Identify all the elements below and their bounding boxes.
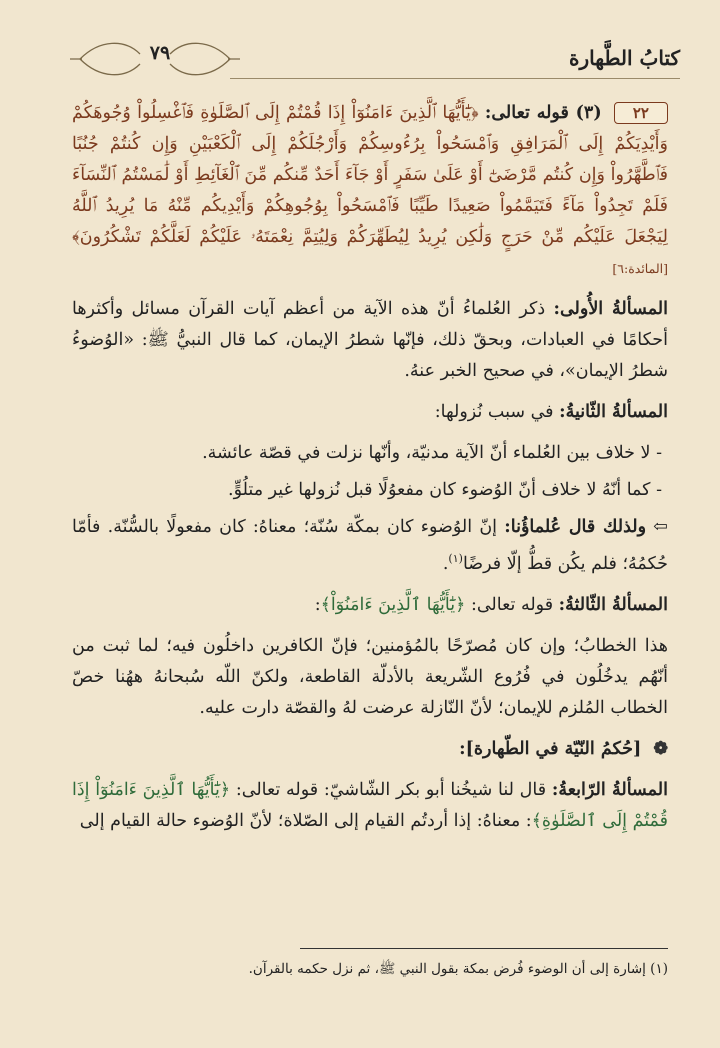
masala3-end: : xyxy=(314,594,321,615)
masala1-paragraph xyxy=(72,294,668,387)
header-rule xyxy=(230,78,680,79)
masala3-text: قوله تعالى: xyxy=(470,594,554,615)
verse-intro: (٣) قوله تعالى: xyxy=(484,103,602,123)
masala3-label: المسألةُ الثّالثةُ: xyxy=(558,594,668,615)
ulama-end: . xyxy=(442,553,449,574)
book-title: كتابُ الطَّهارة xyxy=(569,46,680,70)
verse-paragraph xyxy=(72,98,668,284)
masala1-text2: ، في صحيح الخبر عنهُ. xyxy=(404,361,566,381)
footnote: (١) إشارة إلى أن الوضوء فُرض بمكة بقول النبي ﷺ، ثم نزل حكمه بالقرآن. xyxy=(248,961,668,977)
masala4-text2: : معناهُ: إذا أردتُم القيام إلى الصّلاة؛ لأنّ الوُضوء حالة القيام إلى xyxy=(79,810,532,831)
page-body xyxy=(72,98,668,847)
section-heading xyxy=(72,734,668,765)
verse-text: ﴿يَٰٓأَيُّهَا ٱلَّذِينَ ءَامَنُوٓاْ إِذَا قُمْتُمْ إِلَى ٱلصَّلَوٰةِ فَٱغْسِلُواْ وُجُوهَكُمْ وَأَيْدِيَكُمْ إِلَى ٱلْمَرَافِقِ وَٱمْسَحُواْ بِرُءُوسِكُمْ وَأَرْجُلَكُمْ إِلَى ٱلْكَعْبَيْنِ وَإِن كُنتُمْ جُنُبًا فَٱطَّهَّرُواْ وَإِن كُنتُم مَّرْضَىٰٓ أَوْ عَلَىٰ سَفَرٍ أَوْ جَآءَ أَحَدٌ مِّنكُم مِّنَ ٱلْغَآئِطِ أَوْ لَٰمَسْتُمُ ٱلنِّسَآءَ فَلَمْ تَجِدُواْ مَآءً فَتَيَمَّمُواْ صَعِيدًا طَيِّبًا فَٱمْسَحُواْ بِوُجُوهِكُمْ وَأَيْدِيكُم مِّنْهُ مَا يُرِيدُ ٱللَّهُ لِيَجْعَلَ عَلَيْكُم مِّنْ حَرَجٍ وَلَٰكِن يُرِيدُ لِيُطَهِّرَكُمْ وَلِيُتِمَّ نِعْمَتَهُۥ عَلَيْكُمْ لَعَلَّكُمْ تَشْكُرُونَ﴾ xyxy=(72,103,668,247)
masala2-bullet-1: - لا خلاف بين العُلماء أنّ الآية مدنيّة، وأنّها نزلت في قصّة عائشة. xyxy=(202,443,662,463)
masala3-heading xyxy=(72,590,668,621)
arrow-icon: ⇦ xyxy=(653,517,668,537)
masala2-bullet-2: - كما أنّهُ لا خلاف أنّ الوُضوء كان مفعوُلًا قبل نُزولها غير متلُوٍّ. xyxy=(228,480,662,500)
masala3-verse: ﴿يَٰٓأَيُّهَا ٱلَّذِينَ ءَامَنُوٓاْ﴾ xyxy=(320,594,466,615)
masala2-text: في سبب نُزولها: xyxy=(434,402,554,422)
masala1-hadith: «الوُضوءُ شطرُ الإيمان» xyxy=(72,330,668,381)
verse-number-badge: ٢٢ xyxy=(614,102,668,124)
masala4-text1: قال لنا شيخُنا أبو بكر الشّاشيّ: قوله تعالى: xyxy=(235,779,547,800)
flower-icon: ❁ xyxy=(653,738,668,759)
masala1-label: المسألةُ الأُولى: xyxy=(553,299,669,319)
ulama-text: إنّ الوُضوء كان بمكّة سُنّة؛ معناهُ: كان مفعولًا بالسُّنّة. فأمّا حُكمُهُ؛ فلم يكُن قطُّ إلّا فرضًا xyxy=(72,517,668,574)
ulama-paragraph xyxy=(72,512,668,580)
footnote-marker: (١) xyxy=(448,552,463,565)
masala1-text1: ذكر العُلماءُ أنّ هذه الآية من أعظم آيات القرآن مسائل وأكثرها أحكامًا في العبادات، وبحقّ ذلك، فإنّها شطرُ الإيمان، كما قال النبيُّ ﷺ: xyxy=(72,299,668,350)
masala2-paragraph xyxy=(72,397,668,428)
masala4-label: المسألةُ الرّابعةُ: xyxy=(551,779,668,800)
verse-reference: [المائدة:٦] xyxy=(612,261,668,276)
masala4-paragraph xyxy=(72,775,668,837)
masala2-label: المسألةُ الثّانيةُ: xyxy=(559,402,668,422)
page-header xyxy=(40,34,680,84)
section-title: [حُكمُ النّيّة في الطّهارة]: xyxy=(459,738,642,759)
ulama-label: ولذلك قال عُلماؤُنا: xyxy=(504,517,647,537)
footnote-rule xyxy=(300,948,668,949)
page-number: ٧٩ xyxy=(149,42,171,64)
masala4-verse: ﴿يَٰٓأَيُّهَا ٱلَّذِينَ ءَامَنُوٓاْ إِذَا قُمْتُمْ إِلَى ٱلصَّلَوٰةِ﴾ xyxy=(72,779,668,831)
masala3-paragraph: هذا الخطابُ؛ وإن كان مُصرّحًا بالمُؤمنين؛ فإنّ الكافرين داخلُون فيه؛ لما ثبت من أنّهُم يدخُلُون في فُرُوع الشّريعة بالأدلّة القاطعة، ولكنّ اللّه سُبحانهُ ههُنا خصّ الخطاب المُلزم للإيمان؛ لأنّ النّازلة عرضت لهُ والقصّة دارت عليه. xyxy=(72,635,668,718)
